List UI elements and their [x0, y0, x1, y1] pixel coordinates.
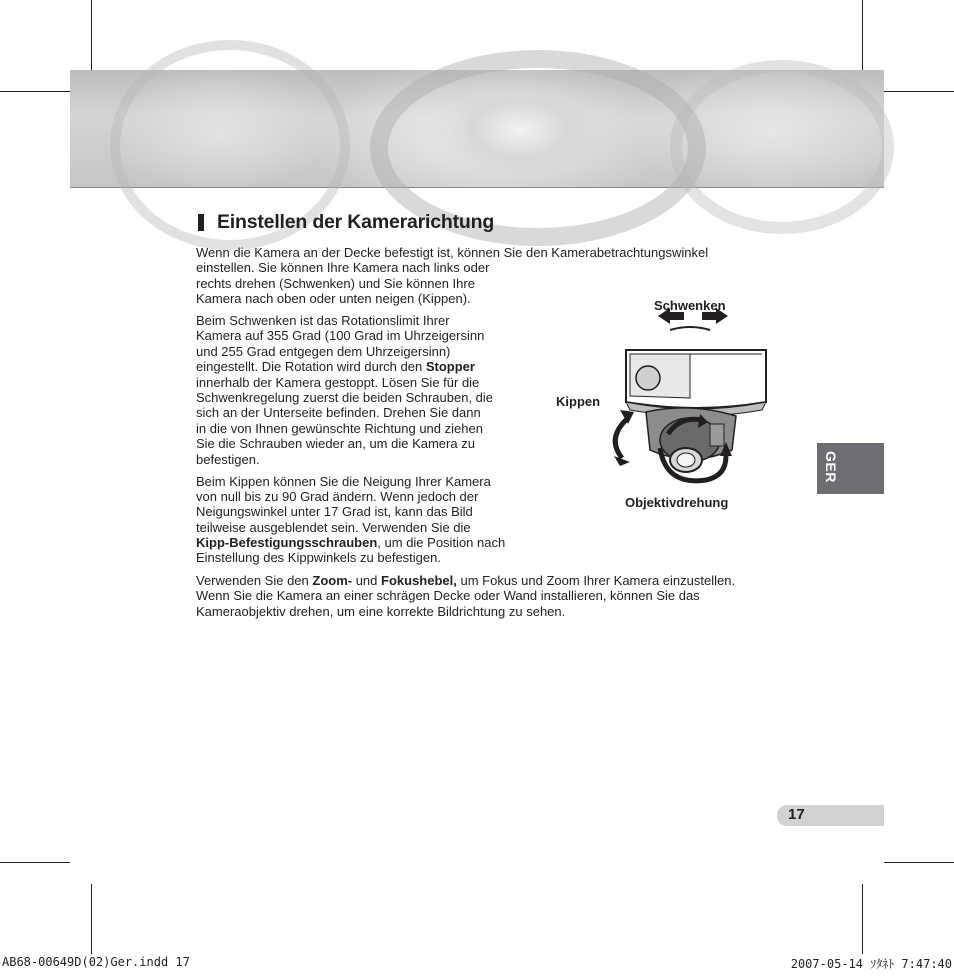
slug-timestamp: 2007-05-14 ｿﾀﾈﾄ 7:47:40: [790, 957, 952, 971]
crop-mark-bottom-right-v: [862, 884, 863, 954]
camera-housing: [626, 350, 766, 416]
text-line: Kamera nach oben oder unten neigen (Kippen).: [196, 291, 471, 306]
language-tab: [817, 443, 884, 494]
dome-camera-diagram: [540, 290, 780, 490]
crop-mark-top-left-v: [91, 0, 92, 70]
tilt-arrow-icon: [614, 410, 634, 466]
text-line: Kameraobjektiv drehen, um eine korrekte Bildrichtung zu sehen.: [196, 604, 566, 619]
slug-file-info: AB68-00649D(02)Ger.indd 17: [2, 955, 190, 969]
language-tab-label: GER: [823, 451, 839, 483]
crop-mark-top-left-h: [0, 91, 70, 92]
label-pan: Schwenken: [654, 298, 726, 313]
text-line: [196, 535, 505, 550]
text-line: Sie die Schrauben wieder an, um die Kamera zu: [196, 436, 475, 451]
text-line: teilweise ausgeblendet sein. Verwenden Sie die: [196, 520, 471, 535]
crop-mark-bottom-left-h: [0, 862, 70, 863]
text-line: einstellen. Sie können Ihre Kamera nach links oder: [196, 260, 490, 275]
text-line: und 255 Grad entgegen dem Uhrzeigersinn): [196, 344, 451, 359]
bold-zoom: Zoom-: [312, 573, 353, 588]
label-rotation: Objektivdrehung: [625, 495, 729, 510]
text-line: Einstellung des Kippwinkels zu befestigen.: [196, 550, 441, 565]
text-line: in die von Ihnen gewünschte Richtung und ziehen: [196, 421, 483, 436]
banner-lens-ring: [670, 60, 894, 234]
text-line: [196, 573, 735, 588]
text-span: eingestellt. Die Rotation wird durch den: [196, 359, 423, 374]
page-number: 17: [788, 806, 805, 823]
text-line: Wenn die Kamera an der Decke befestigt ist, können Sie den Kamerabetrachtungswinkel: [196, 245, 709, 260]
text-line: Beim Schwenken ist das Rotationslimit Ihrer: [196, 313, 450, 328]
text-span: Verwenden Sie den: [196, 573, 313, 588]
text-line: [196, 359, 475, 374]
crop-mark-top-right-v: [862, 0, 863, 70]
bold-stopper: Stopper: [425, 359, 475, 374]
section-heading: Einstellen der Kamerarichtung: [217, 211, 495, 233]
text-line: Schwenkregelung zuerst die beiden Schrauben, die: [196, 390, 494, 405]
crop-mark-bottom-left-v: [91, 884, 92, 954]
text-line: befestigen.: [196, 452, 260, 467]
header-banner-image: [70, 70, 884, 188]
text-line: Beim Kippen können Sie die Neigung Ihrer Kamera: [196, 474, 491, 489]
text-line: rechts drehen (Schwenken) und Sie können Ihre: [196, 276, 475, 291]
pan-arrows-icon: [658, 308, 728, 330]
text-span: , um die Position nach: [377, 535, 506, 550]
label-tilt: Kippen: [556, 394, 601, 409]
bold-screws: Kipp-Befestigungsschrauben: [196, 535, 378, 550]
heading-marker: [198, 214, 204, 231]
text-span: und: [352, 573, 382, 588]
bold-focus: Fokushebel,: [381, 573, 457, 588]
text-line: Wenn Sie die Kamera an einer schrägen Decke oder Wand installieren, können Sie das: [196, 588, 700, 603]
text-span: um Fokus und Zoom Ihrer Kamera einzustellen.: [456, 573, 736, 588]
crop-mark-top-right-h: [884, 91, 954, 92]
text-line: innerhalb der Kamera gestoppt. Lösen Sie für die: [196, 375, 480, 390]
text-line: von null bis zu 90 Grad ändern. Wenn jedoch der: [196, 489, 479, 504]
text-line: Kamera auf 355 Grad (100 Grad im Uhrzeigersinn: [196, 328, 485, 343]
crop-mark-bottom-right-h: [884, 862, 954, 863]
text-line: sich an der Unterseite befinden. Drehen Sie dann: [196, 405, 481, 420]
text-line: Neigungswinkel unter 17 Grad ist, kann das Bild: [196, 504, 473, 519]
